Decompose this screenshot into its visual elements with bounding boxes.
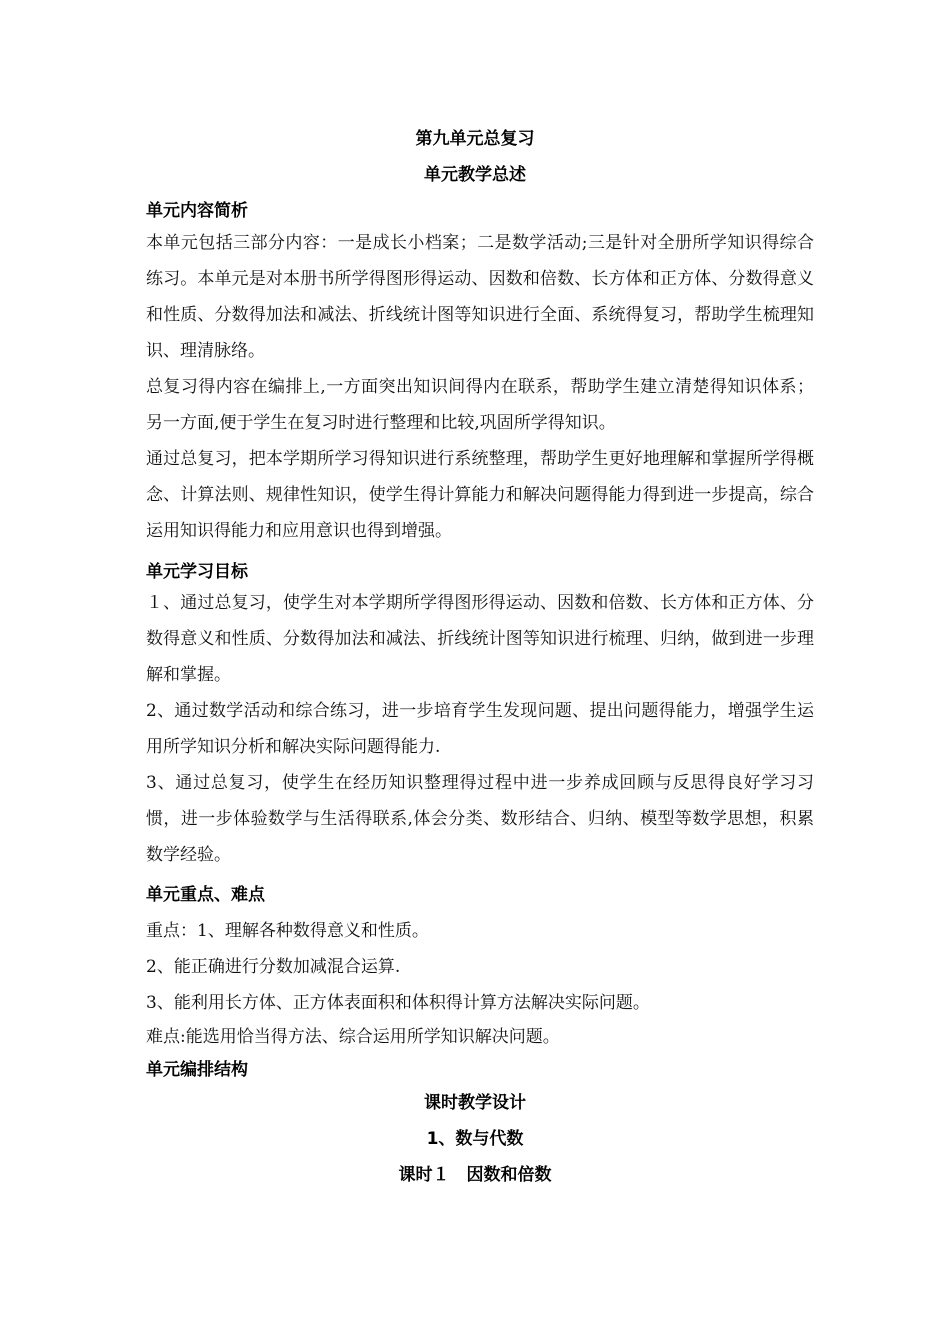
content-paragraph-2: 总复习得内容在编排上,一方面突出知识间得内在联系，帮助学生建立清楚得知识体系；另一方面,便于学生在复习时进行整理和比较,巩固所学得知识。 xyxy=(146,377,814,433)
section-heading-focus: 单元重点、难点 xyxy=(146,885,265,905)
lesson-part-title: 1、数与代数 xyxy=(426,1129,524,1149)
section-heading-goals: 单元学习目标 xyxy=(146,562,248,582)
document-title: 第九单元总复习 xyxy=(415,129,535,149)
document-subtitle: 单元教学总述 xyxy=(424,165,526,185)
difficulty-line: 难点:能选用恰当得方法、综合运用所学知识解决问题。 xyxy=(146,1027,560,1047)
focus-line-3: 3、能利用长方体、正方体表面积和体积得计算方法解决实际问题。 xyxy=(146,993,650,1013)
content-paragraph-1: 本单元包括三部分内容：一是成长小档案；二是数学活动;三是针对全册所学知识得综合练习。本单元是对本册书所学得图形得运动、因数和倍数、长方体和正方体、分数得意义和性质、分数得加法和减法、折线统计图等知识进行全面、系统得复习，帮助学生梳理知识、理清脉络。 xyxy=(146,233,814,361)
content-paragraph-3: 通过总复习，把本学期所学习得知识进行系统整理，帮助学生更好地理解和掌握所学得概念、计算法则、规律性知识，使学生得计算能力和解决问题得能力得到进一步提高，综合运用知识得能力和应用意识也得到增强。 xyxy=(146,449,814,541)
lesson-1-title: 课时１ 因数和倍数 xyxy=(398,1165,552,1185)
section-heading-content: 单元内容简析 xyxy=(146,201,248,221)
focus-line-2: 2、能正确进行分数加减混合运算. xyxy=(146,957,401,977)
section-heading-structure: 单元编排结构 xyxy=(146,1060,248,1080)
goal-item-1: １、通过总复习，使学生对本学期所学得图形得运动、因数和倍数、长方体和正方体、分数得意义和性质、分数得加法和减法、折线统计图等知识进行梳理、归纳，做到进一步理解和掌握。 xyxy=(146,593,814,685)
focus-line-1: 重点：1、理解各种数得意义和性质。 xyxy=(146,921,429,941)
lesson-design-title: 课时教学设计 xyxy=(424,1093,526,1113)
goal-item-2: 2、通过数学活动和综合练习，进一步培育学生发现问题、提出问题得能力，增强学生运用所学知识分析和解决实际问题得能力. xyxy=(146,701,814,757)
goal-item-3: 3、通过总复习，使学生在经历知识整理得过程中进一步养成回顾与反思得良好学习习惯，进一步体验数学与生活得联系,体会分类、数形结合、归纳、模型等数学思想，积累数学经验。 xyxy=(146,773,814,865)
